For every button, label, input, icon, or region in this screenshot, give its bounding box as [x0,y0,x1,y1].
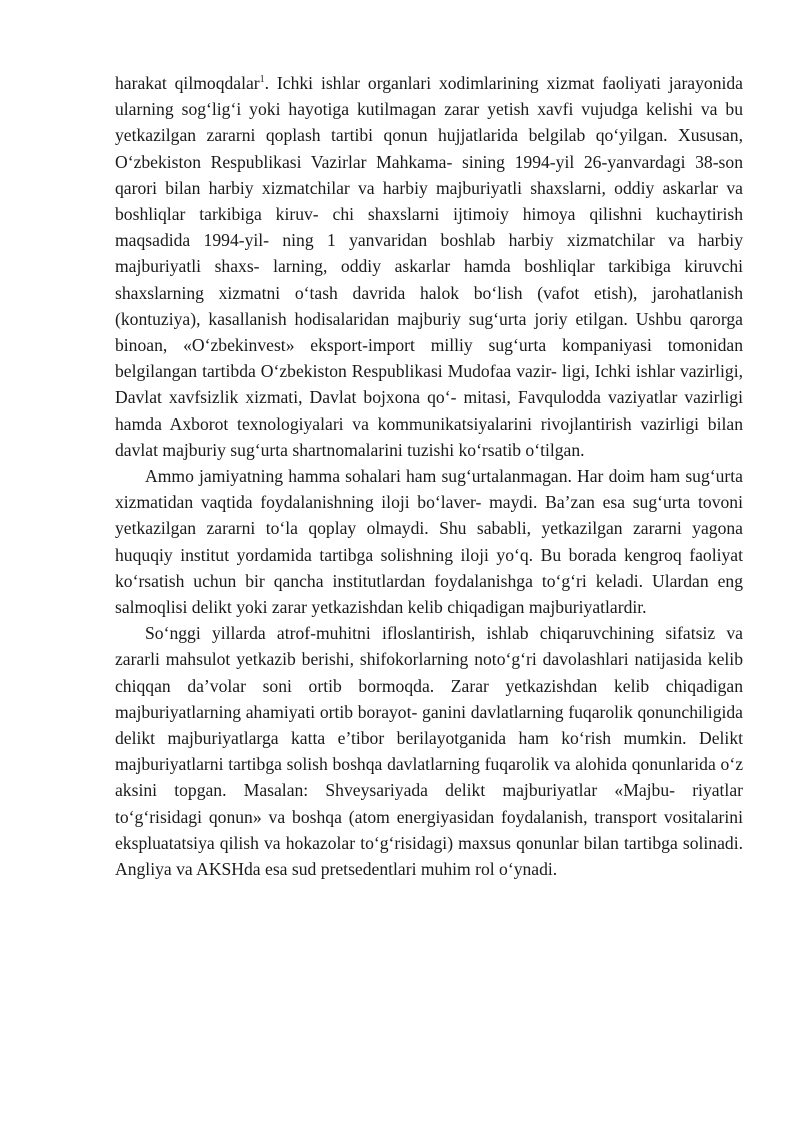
paragraph-1-start: harakat qilmoqdalar [115,73,260,93]
paragraph-3: So‘nggi yillarda atrof-muhitni ifloslantirish, ishlab chiqaruvchining sifatsiz va zararli mahsulot yetkazib berishi, shifokorlarning noto‘g‘ri davolashlari natijasida kelib chiqqan da’volar soni ortib bormoqda. Zarar yetkazishdan kelib chiqadigan majburiyatlarning ahamiyati ortib borayot- ganini davlatlarning fuqarolik qonunchiligida delikt majburiyatlarga katta e’tibor berilayotganida ham ko‘rish mumkin. Delikt majburiyatlarni tartibga solish boshqa davlatlarning fuqarolik va alohida qonunlarida o‘z aksini topgan. Masalan: Shveysariyada delikt majburiyatlar «Majbu- riyatlar to‘g‘risidagi qonun» va boshqa (atom energiyasidan foydalanish, transport vositalarini ekspluatatsiya qilish va hokazolar to‘g‘risidagi) maxsus qonunlar bilan tartibga solinadi. Angliya va AKSHda esa sud pretsedentlari muhim rol o‘ynadi. [115,623,743,880]
paragraph-1-rest: . Ichki ishlar organlari xodimlarining xizmat faoliyati jarayonida ularning sog‘lig‘i yoki hayotiga kutilmagan zarar yetish xavfi vujudga kelishi va bu yetkazilgan zararni qoplash tartibi qonun hujjatlarida belgilab qo‘yilgan. Xususan, O‘zbekiston Respublikasi Vazirlar Mahkama- sining 1994-yil 26-yanvardagi 38-son qarori bilan harbiy xizmatchilar va harbiy majburiyatli shaxslarni, oddiy askarlar va boshliqlar tarkibiga kiruv- chi shaxslarni ijtimoiy himoya qilishni kuchaytirish maqsadida 1994-yil- ning 1 yanvaridan boshlab harbiy xizmatchilar va harbiy majburiyatli shaxs- larning, oddiy askarlar hamda boshliqlar tarkibiga kiruvchi shaxslarning xizmatni o‘tash davrida halok bo‘lish (vafot etish), jarohatlanish (kontuziya), kasallanish hodisalaridan majburiy sug‘urta joriy etilgan. Ushbu qarorga binoan, «O‘zbekinvest» eksport-import milliy sug‘urta kompaniyasi tomonidan belgilangan tartibda O‘zbekiston Respublikasi Mudofaa vazir- ligi, Ichki ishlar vazirligi, Davlat xavfsizlik xizmati, Davlat bojxona qo‘- mitasi, Favqulodda vaziyatlar vazirligi hamda Axborot texnologiyalari va kommunikatsiyalarini rivojlantirish vazirligi bilan davlat majburiy sug‘urta shartnomalarini tuzishi ko‘rsatib o‘tilgan. [115,73,743,460]
paragraph-1 [115,70,743,463]
footnote-marker[interactable]: 1 [259,74,265,86]
document-page [115,70,743,882]
paragraph-2: Ammo jamiyatning hamma sohalari ham sug‘urtalanmagan. Har doim ham sug‘urta xizmatidan vaqtida foydalanishning iloji bo‘laver- maydi. Ba’zan esa sug‘urta tovoni yetkazilgan zararni to‘la qoplay olmaydi. Shu sababli, yetkazilgan zararni yagona huquqiy institut yordamida tartibga solishning iloji yo‘q. Bu borada kengroq faoliyat ko‘rsatish uchun bir qancha institutlardan foydalanishga to‘g‘ri keladi. Ulardan eng salmoqlisi delikt yoki zarar yetkazishdan kelib chiqadigan majburiyatlardir. [115,466,743,618]
